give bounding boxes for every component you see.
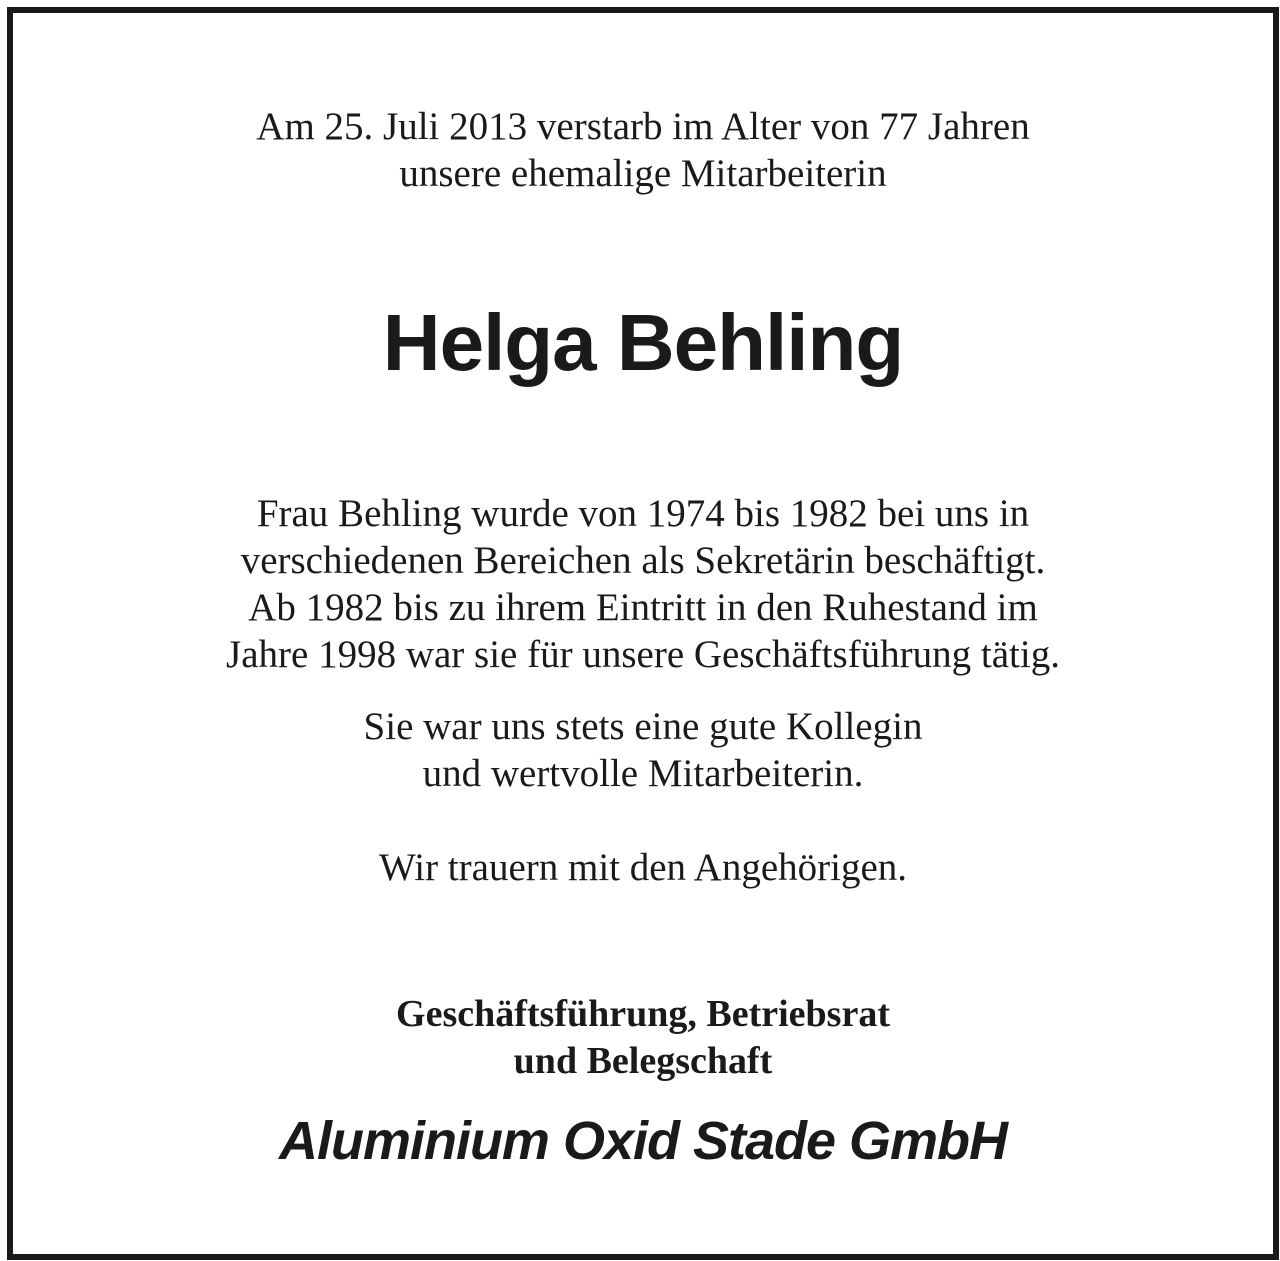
company-name: Aluminium Oxid Stade GmbH (278, 1111, 1008, 1171)
tribute-line: und wertvolle Mitarbeiterin. (422, 752, 864, 795)
tribute-text (13, 703, 1273, 797)
intro-line: Am 25. Juli 2013 verstarb im Alter von 77 Jahren (256, 105, 1030, 148)
obituary-notice (7, 7, 1279, 1260)
signers (13, 991, 1273, 1085)
biography-text (13, 490, 1273, 678)
biography-line: Ab 1982 bis zu ihrem Eintritt in den Ruhestand im (248, 586, 1038, 629)
signers-line: Geschäftsführung, Betriebsrat (396, 993, 890, 1035)
mourning-text: Wir trauern mit den Angehörigen. (378, 846, 908, 889)
biography-line: Frau Behling wurde von 1974 bis 1982 bei uns in (256, 492, 1030, 535)
intro-line: unsere ehemalige Mitarbeiterin (399, 152, 887, 195)
deceased-name: Helga Behling (382, 298, 904, 387)
biography-line: Jahre 1998 war sie für unsere Geschäftsführung tätig. (226, 633, 1060, 676)
biography-line: verschiedenen Bereichen als Sekretärin beschäftigt. (240, 539, 1046, 582)
intro-text (13, 103, 1273, 197)
tribute-line: Sie war uns stets eine gute Kollegin (363, 705, 923, 748)
signers-line: und Belegschaft (513, 1040, 773, 1082)
